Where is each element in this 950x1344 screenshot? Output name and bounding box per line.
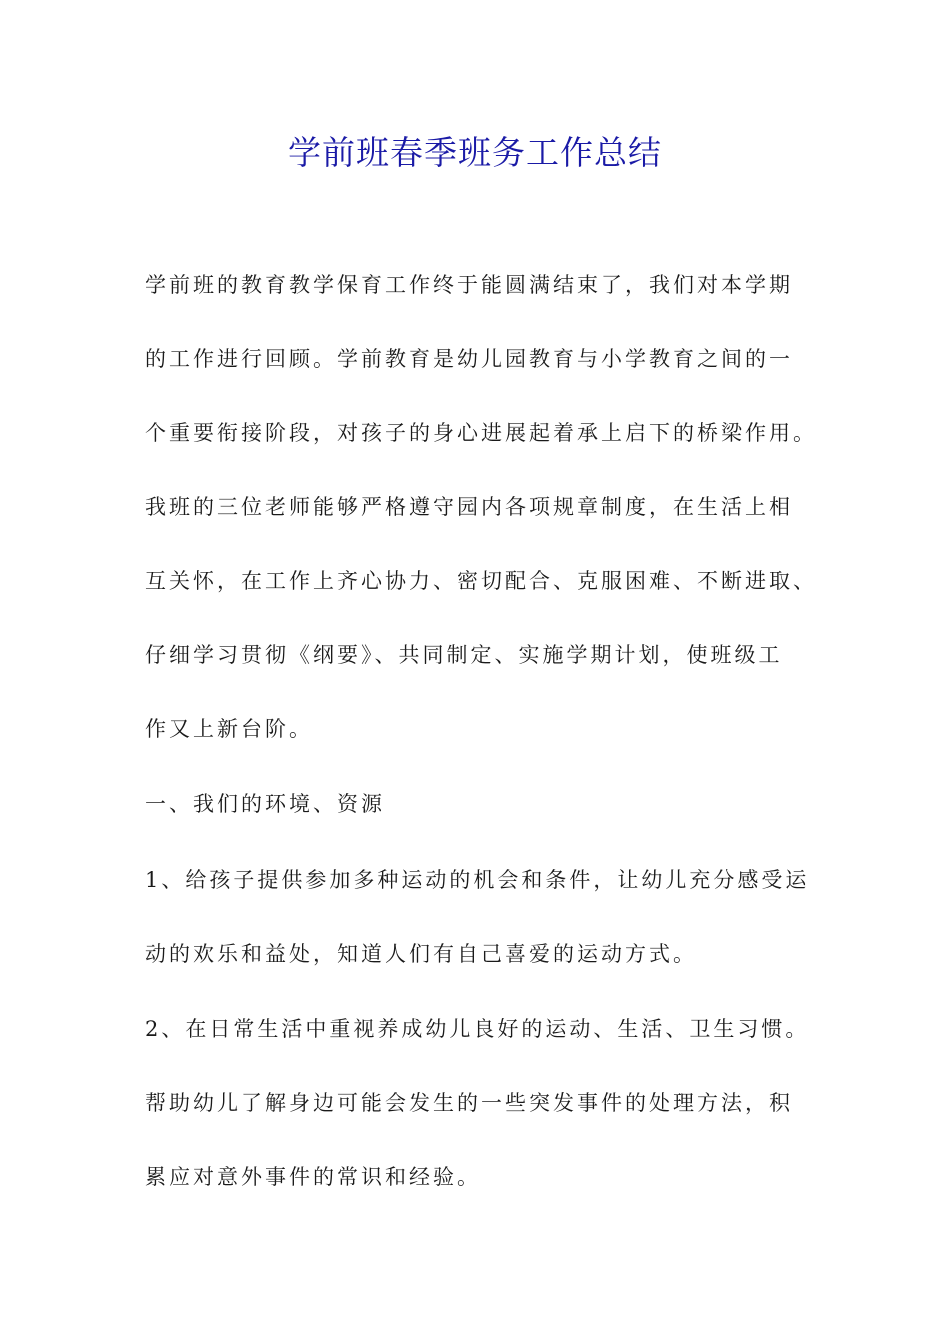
text-line: 作又上新台阶。 — [145, 717, 313, 741]
text-line: 动的欢乐和益处，知道人们有自己喜爱的运动方式。 — [145, 942, 697, 966]
text-line: 个重要衔接阶段，对孩子的身心进展起着承上启下的桥梁作用。 — [145, 421, 817, 445]
text-line: 互关怀，在工作上齐心协力、密切配合、克服困难、不断进取、 — [145, 569, 817, 593]
text-line: 2、在日常生活中重视养成幼儿良好的运动、生活、卫生习惯。 — [145, 1017, 810, 1041]
text-line: 1、给孩子提供参加多种运动的机会和条件，让幼儿充分感受运 — [145, 868, 810, 892]
section-heading: 一、我们的环境、资源 — [145, 792, 385, 816]
text-line: 帮助幼儿了解身边可能会发生的一些突发事件的处理方法，积 — [145, 1091, 793, 1115]
document-title: 学前班春季班务工作总结 — [288, 133, 662, 172]
text-line: 学前班的教育教学保育工作终于能圆满结束了，我们对本学期 — [145, 273, 793, 297]
text-line: 累应对意外事件的常识和经验。 — [145, 1165, 481, 1189]
text-line: 我班的三位老师能够严格遵守园内各项规章制度，在生活上相 — [145, 495, 793, 519]
text-line: 仔细学习贯彻《纲要》、共同制定、实施学期计划，使班级工 — [145, 643, 783, 667]
text-line: 的工作进行回顾。学前教育是幼儿园教育与小学教育之间的一 — [145, 347, 793, 371]
